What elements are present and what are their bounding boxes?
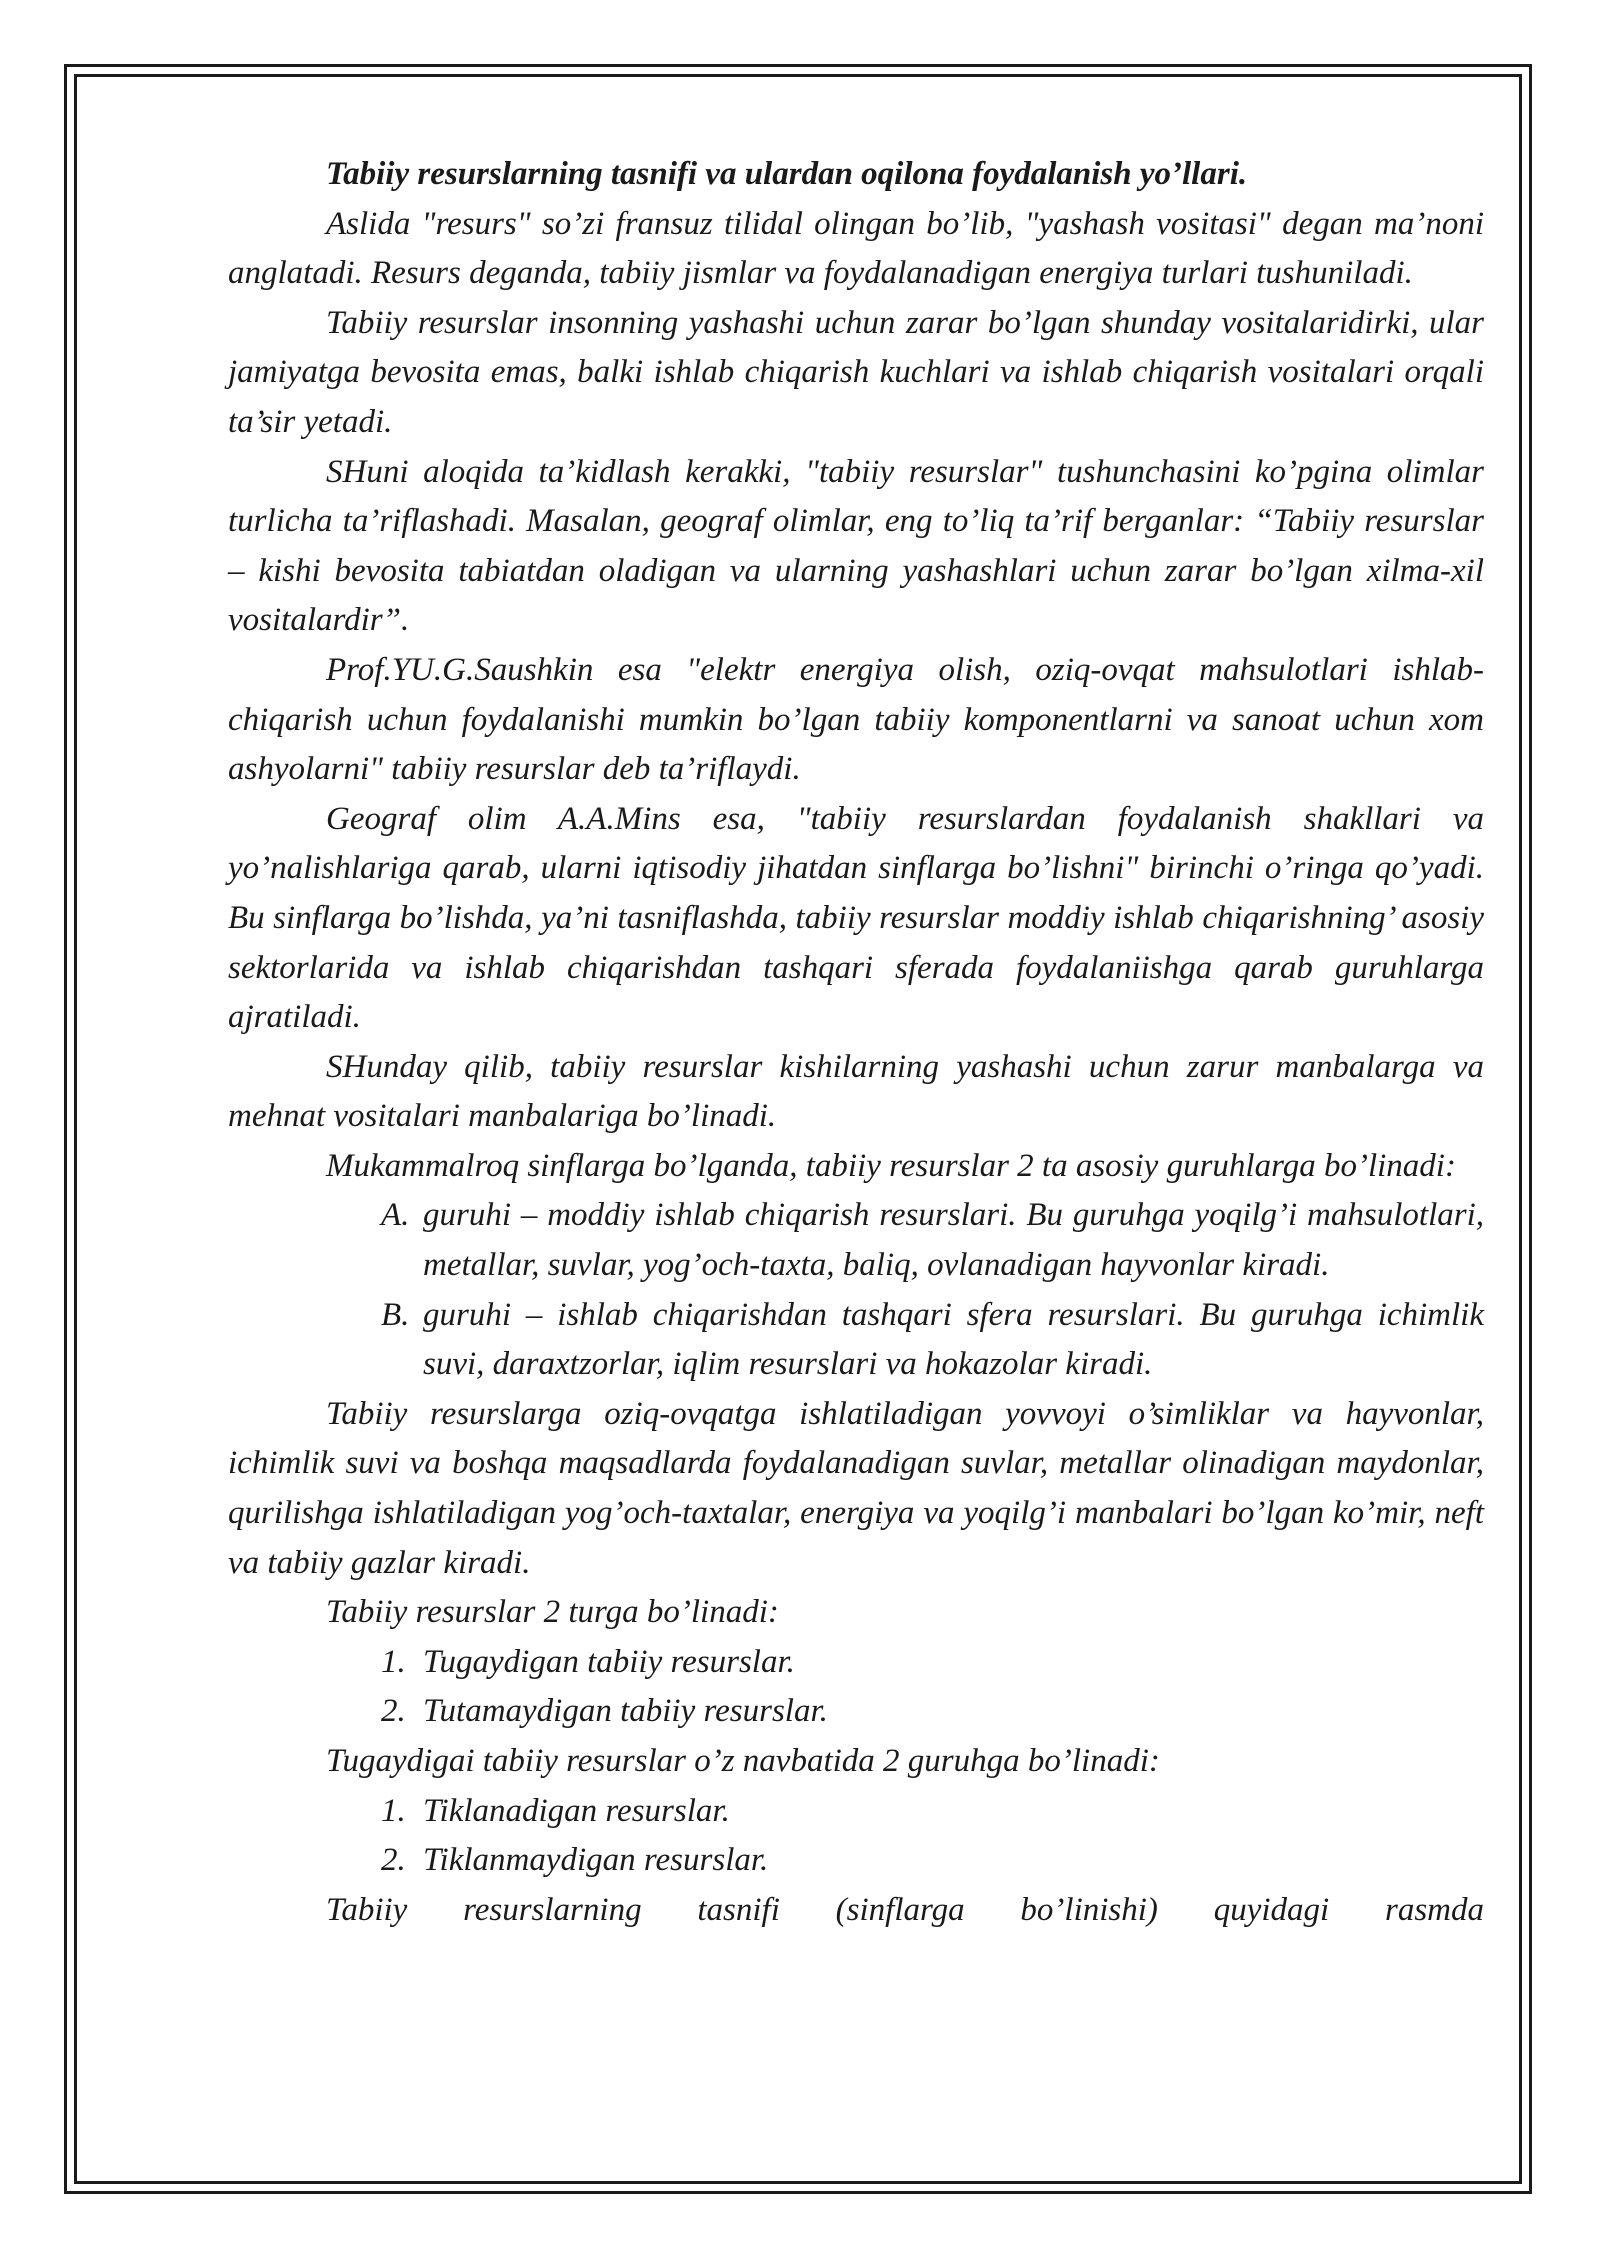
list-item-text: Tutamaydigan tabiiy resurslar.: [423, 1693, 828, 1730]
types-list: [228, 1638, 1484, 1737]
list-item-text: Tiklanmaydigan resurslar.: [423, 1842, 769, 1879]
list-item: [228, 1638, 1484, 1688]
list-marker: 1.: [381, 1792, 406, 1829]
paragraph-11: Tabiiy resurslarning tasnifi (sinflarga bo’linishi) quyidagi rasmda: [326, 1891, 1484, 1928]
paragraph-3: SHuni aloqida ta’kidlash kerakki, "tabiiy resurslar" tushunchasini ko’pgina olimlar turlicha ta’riflashadi. Masalan, geograf olimlar, eng to’liq ta’rif berganlar: “Tabiiy resurslar – kishi bevosita tabiatdan oladigan va ularning yashashlari uchun zarar bo’lgan xilma-xil vositalardir”.: [228, 453, 1484, 639]
paragraph-7: Mukammalroq sinflarga bo’lganda, tabiiy resurslar 2 ta asosiy guruhlarga bo’linadi:: [326, 1147, 1456, 1184]
groups-list: [228, 1191, 1484, 1389]
list-item: [228, 1687, 1484, 1737]
list-item: [228, 1191, 1484, 1290]
list-item: [228, 1836, 1484, 1886]
document-body: [228, 150, 1484, 1935]
paragraph-10: Tugaydigai tabiiy resurslar o’z navbatida 2 guruhga bo’linadi:: [326, 1743, 1160, 1779]
list-item-text: guruhi – moddiy ishlab chiqarish resurslari. Bu guruhga yoqilg’i mahsulotlari, metallar, suvlar, yog’och-taxta, baliq, ovlanadigan hayvonlar kiradi.: [423, 1197, 1484, 1284]
list-item-text: Tiklanadigan resurslar.: [423, 1792, 730, 1829]
paragraph-9: Tabiiy resurslar 2 turga bo’linadi:: [326, 1594, 779, 1631]
list-marker: 2.: [381, 1842, 406, 1879]
list-item-text: guruhi – ishlab chiqarishdan tashqari sfera resurslari. Bu guruhga ichimlik suvi, daraxtzorlar, iqlim resurslari va hokazolar kiradi.: [423, 1296, 1484, 1383]
paragraph-1: Aslida "resurs" so’zi fransuz tilidal olingan bo’lib, "yashash vositasi" degan ma’noni anglatadi. Resurs deganda, tabiiy jismlar va foydalanadigan energiya turlari tushuniladi.: [228, 205, 1484, 292]
list-marker: A.: [381, 1197, 410, 1234]
paragraph-8: Tabiiy resurslarga oziq-ovqatga ishlatiladigan yovvoyi o’simliklar va hayvonlar, ichimlik suvi va boshqa maqsadlarda foydalanadigan suvlar, metallar olinadigan maydonlar, qurilishga ishlatiladigan yog’och-taxtalar, energiya va yoqilg’i manbalari bo’lgan ko’mir, neft va tabiiy gazlar kiradi.: [228, 1395, 1484, 1581]
paragraph-4: Prof.YU.G.Saushkin esa "elektr energiya olish, oziq-ovqat mahsulotlari ishlab-chiqarish uchun foydalanishi mumkin bo’lgan tabiiy komponentlarni va sanoat uchun xom ashyolarni" tabiiy resurslar deb ta’riflaydi.: [228, 651, 1484, 788]
list-item: [228, 1787, 1484, 1837]
list-item: [228, 1291, 1484, 1390]
document-title: Tabiiy resurslarning tasnifi va ulardan oqilona foydalanish yo’llari.: [326, 156, 1248, 192]
list-marker: 2.: [381, 1693, 406, 1730]
list-marker: B.: [381, 1296, 410, 1333]
paragraph-2: Tabiiy resurslar insonning yashashi uchun zarar bo’lgan shunday vositalaridirki, ular jamiyatga bevosita emas, balki ishlab chiqarish kuchlari va ishlab chiqarish vositalari orqali ta’sir yetadi.: [228, 304, 1484, 440]
list-marker: 1.: [381, 1643, 406, 1680]
subtypes-list: [228, 1787, 1484, 1886]
paragraph-5: Geograf olim A.A.Mins esa, "tabiiy resurslardan foydalanish shakllari va yo’nalishlariga qarab, ularni iqtisodiy jihatdan sinflarga bo’lishni" birinchi o’ringa qo’yadi. Bu sinflarga bo’lishda, ya’ni tasniflashda, tabiiy resurslar moddiy ishlab chiqarishning’ asosiy sektorlarida va ishlab chiqarishdan tashqari sferada foydalaniishga qarab guruhlarga ajratiladi.: [228, 800, 1484, 1036]
list-item-text: Tugaydigan tabiiy resurslar.: [423, 1643, 795, 1680]
paragraph-6: SHunday qilib, tabiiy resurslar kishilarning yashashi uchun zarur manbalarga va mehnat vositalari manbalariga bo’linadi.: [228, 1048, 1484, 1135]
